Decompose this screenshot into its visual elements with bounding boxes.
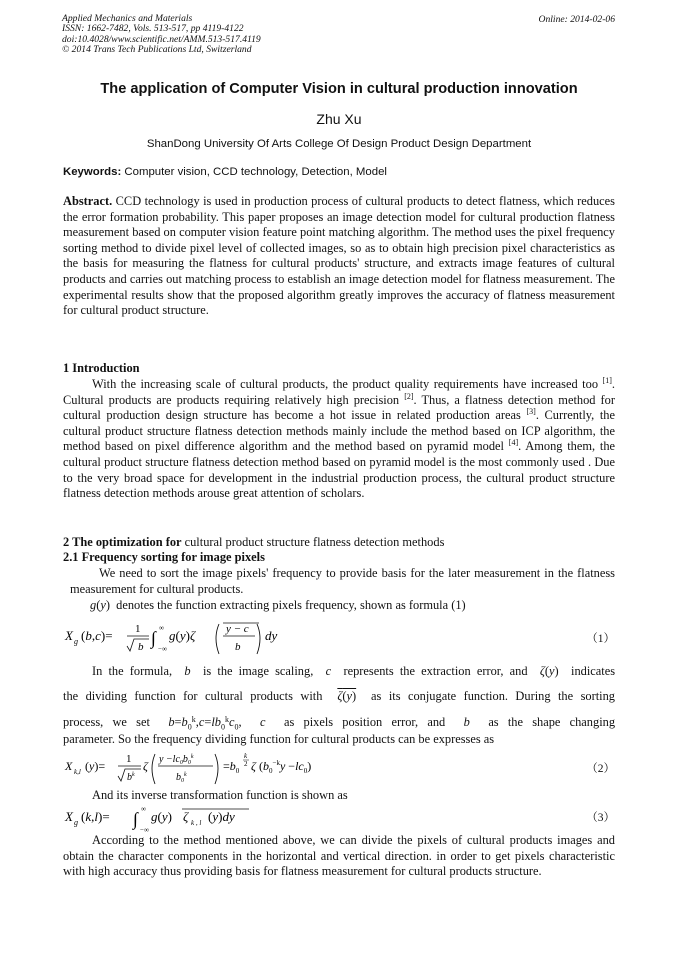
section2-heading [63,535,444,551]
affiliation: ShanDong University Of Arts College Of Design Product Design Department [146,138,532,150]
svg-text:ζ: ζ [251,759,256,773]
equation-number-1: （1） [586,633,615,645]
svg-text:g(y)ζ: g(y)ζ [169,628,196,643]
equation-number-3: （3） [586,812,615,824]
intro-text-4: . Currently, the cultural product structure flatness detection methods mainly include the method based on ICP algorithm, the method based on pixel difference algorithm and the method based on pyramid model [63,408,615,454]
keywords [63,166,623,178]
svg-text:2: 2 [244,760,248,768]
final-paragraph: According to the method mentioned above, we can divide the pixels of cultural products images and obtain the character components in the horizontal and vertical direction. in order to get pixels characteristic with high accuracy thus providing basis for flatness measurement for cultural products structure. [63,833,615,879]
svg-text:1: 1 [135,623,141,635]
explanation-2a: the dividing function for cultural products with [63,689,323,703]
issn: ISSN: 1662-7482, Vols. 513-517, pp 4119-4122 [62,23,244,35]
explanation-3c: as the shape changing [488,715,616,729]
formula-2 [63,748,615,788]
explanation-1b: is the image scaling, [202,664,314,678]
svg-text:(k,l)=: (k,l)= [81,809,110,824]
svg-text:ζ: ζ [183,809,189,824]
svg-text:(b,c)=: (b,c)= [81,628,113,643]
section1-paragraph [63,377,615,502]
intro-text-3: . Thus, a flatness detection method for cultural production design structure has become a hot issue in related production areas [63,392,615,423]
abstract-text: CCD technology is used in production process of cultural products to detect flatness, which reduces the error formation probability. This paper proposes an image detection model for cultural production flatness measurement based on computer vision feature point matching algorithm. The method uses the pixel frequency sorting method to divide pixel level of collected images, so as to obtain high precision pixel characteristics as the basis for measuring the flatness for cultural products' structure, and extracts image features of cultural products and carries out matching process to establish an image detection model for flatness measurement. The experimental results show that the proposed algorithm greatly improves the accuracy of flatness measurement for cultural product structure. [63,194,615,318]
explanation-3a: process, we set [63,715,150,729]
inverse-transform-text: And its inverse transformation function is shown as [92,788,348,802]
citation-2: [2] [404,391,414,401]
svg-text:X: X [65,809,73,824]
svg-text:∞: ∞ [141,805,146,813]
svg-text:y − c: y − c [226,623,249,635]
subsection-heading: 2.1 Frequency sorting for image pixels [63,550,265,564]
author: Zhu Xu [316,111,362,127]
svg-text:∫: ∫ [133,809,138,829]
explanation-1c: represents the extraction error, and [343,664,528,678]
intro-text-5: . Among them, the cultural product structure flatness detection method based on pyramid model is the most commonly used . Due to the very broad space for development in the industrial production process, the cultural product structure flatness detection methods arouse great attention of scholars. [63,439,616,501]
explanation-2b: as its conjugate function. During the sorting [371,689,615,703]
svg-text:X: X [65,628,73,643]
svg-text:∫: ∫ [151,628,156,648]
g-definition-text: denotes the function extracting pixels frequency, shown as formula (1) [116,598,466,612]
formula-1 [63,618,615,658]
intro-text-1: With the increasing scale of cultural products, the product quality requirements have increased too [92,377,599,391]
svg-text:k , l: k , l [191,819,202,827]
journal-meta [62,14,261,56]
section2-heading-rest: cultural product structure flatness detection methods [181,535,445,549]
svg-text:1: 1 [126,753,132,765]
citation-1: [1] [602,376,612,385]
formula-explanation-line-1: In the formula, b is the image scaling, c represents the extraction error, and ζ(y) indicates [92,664,616,678]
svg-text:ζ: ζ [143,759,148,773]
svg-text:g(y): g(y) [151,809,172,824]
svg-text:=b0: $=b_0$ [223,759,240,775]
svg-text:(y)dy: (y)dy [208,809,235,824]
svg-text:b: b [235,641,241,653]
paper-title: The application of Computer Vision in cultural production innovation [100,81,578,97]
svg-text:(y)=: (y)= [85,759,106,773]
abstract [63,194,615,319]
svg-text:−∞: −∞ [158,645,167,653]
formula-3-graphic [63,803,363,835]
explanation-1d: indicates [571,664,616,678]
explanation-1a: In the formula, [92,664,173,678]
svg-text:∞: ∞ [159,624,164,632]
svg-text:k: k [244,752,248,760]
svg-text:b0k: $b_0^k$ [176,772,187,784]
keywords-label: Keywords: [63,166,122,178]
formula-2-graphic [63,748,383,788]
g-definition: g(y) denotes the function extracting pixels frequency, shown as formula (1) [90,598,466,612]
svg-text:dy: dy [265,628,278,643]
svg-text:bk: $b^k$ [127,772,135,783]
citation-3: [3] [526,407,536,417]
svg-text:X: X [65,759,73,773]
formula-explanation-line-4: parameter. So the frequency dividing function for cultural products can be expresses as [63,732,495,746]
citation-4: [4] [508,438,519,448]
doi: doi:10.4028/www.scientific.net/AMM.513-517.4119 [62,33,261,45]
svg-text:g: g [74,818,78,827]
online-date: Online: 2014-02-06 [538,14,615,25]
copyright: © 2014 Trans Tech Publications Ltd, Switzerland [62,44,252,56]
svg-text:y −lc0b0k: $y -lc_0b_0^k$ [159,754,194,766]
section2-heading-bold: 2 The optimization for [63,535,182,549]
equation-number-2: （2） [586,763,615,775]
section1-heading: 1 Introduction [63,361,140,375]
svg-text:(b0−ky −lc0): $(b_0^{-k}y -lc_0)$ [259,759,312,775]
explanation-3b: as pixels position error, and [283,715,446,729]
svg-text:k,l: k,l [74,768,81,776]
intro-text-2: . Cultural products are products requiring relatively high precision [63,377,615,407]
formula-1-graphic [63,618,363,658]
svg-text:g: g [74,637,78,646]
svg-text:b: b [138,641,144,653]
svg-text:−∞: −∞ [140,826,149,834]
journal-name: Applied Mechanics and Materials [62,13,193,24]
formula-explanation-line-2: the dividing function for cultural products with ζ(y) as its conjugate function. During the sorting [63,689,615,703]
abstract-label: Abstract. [63,194,113,208]
keywords-text: Computer vision, CCD technology, Detection, Model [124,166,387,178]
formula-explanation-line-3: process, we set $b=b_0^k,c=lb_0^kc_0$, c as pixels position error, and b as the shape changing [63,715,616,732]
sorting-paragraph: We need to sort the image pixels' frequency to provide basis for the later measurement in the flatness measurement for cultural products. [70,566,615,596]
